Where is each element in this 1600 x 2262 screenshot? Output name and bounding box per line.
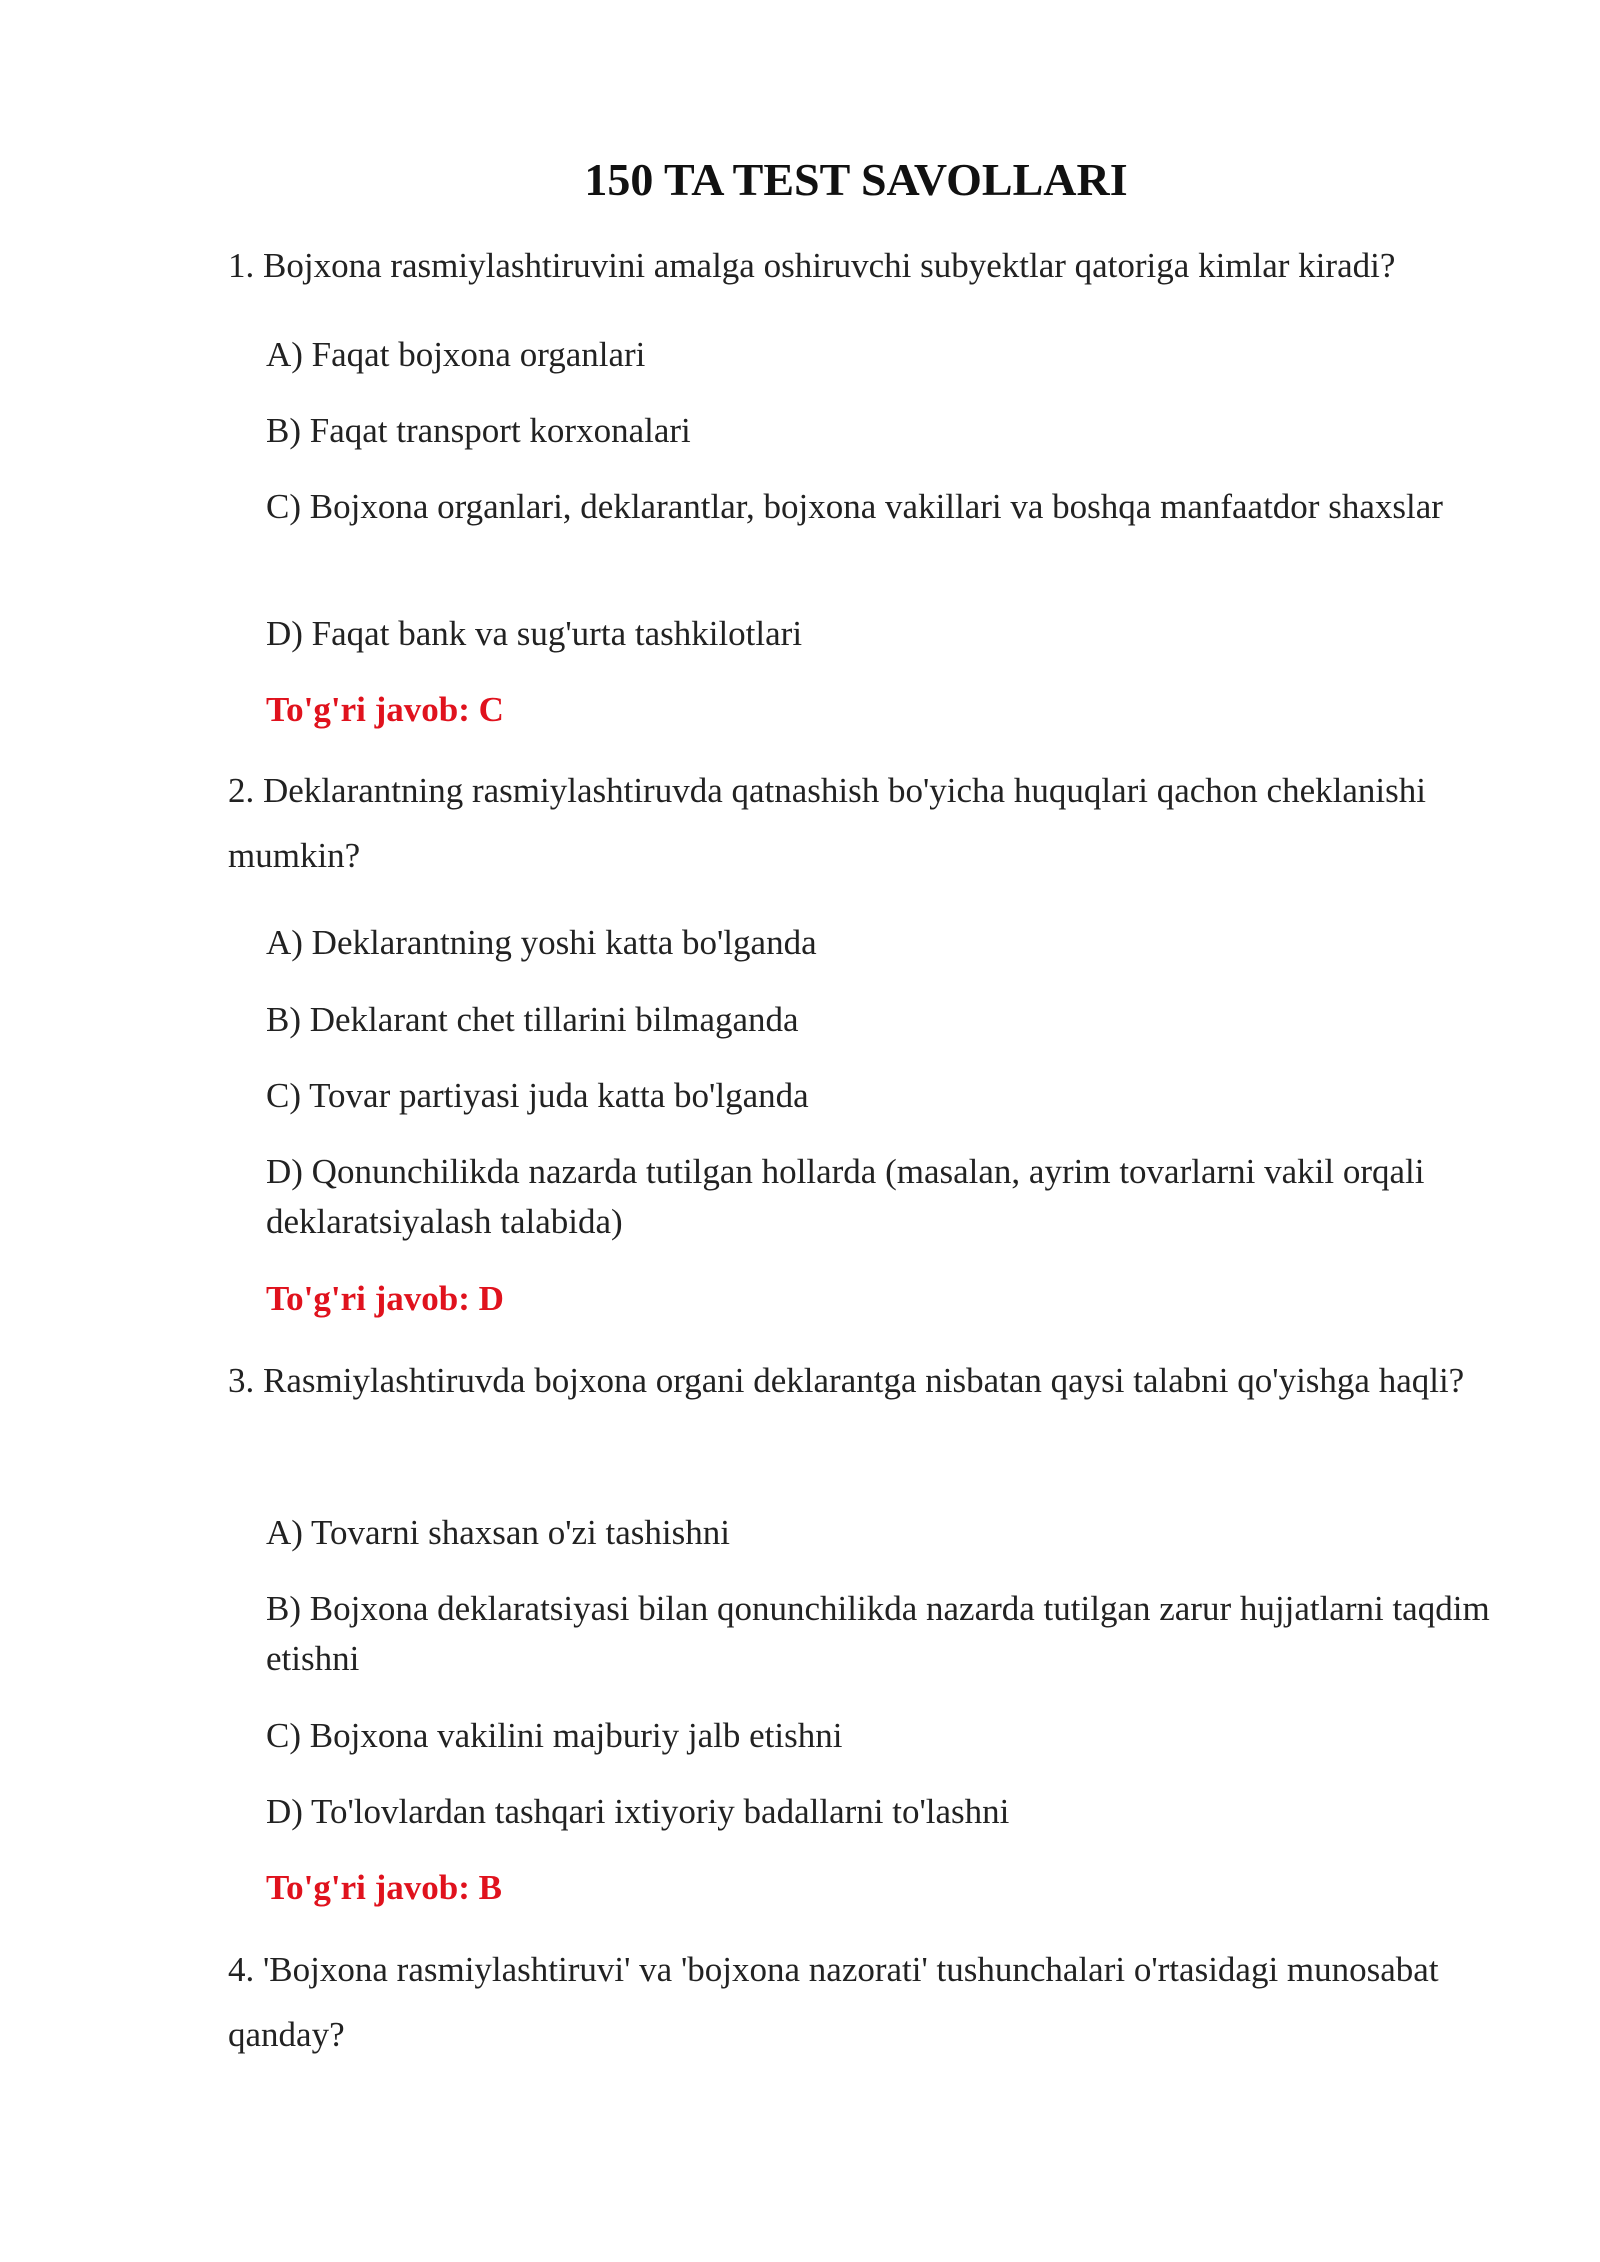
question-2-option-c: C) Tovar partiyasi juda katta bo'lganda [266,1076,809,1115]
question-2-option-a: A) Deklarantning yoshi katta bo'lganda [266,923,817,962]
question-3-text: 3. Rasmiylashtiruvda bojxona organi deklarantga nisbatan qaysi talabni qo'yishga haqli? [228,1361,1465,1400]
question-1-answer: To'g'ri javob: C [266,690,504,729]
question-4-text: 4. 'Bojxona rasmiylashtiruvi' va 'bojxona nazorati' tushunchalari o'rtasidagi munosabat qanday? [228,1950,1439,2054]
question-2-option-d: D) Qonunchilikda nazarda tutilgan hollarda (masalan, ayrim tovarlarni vakil orqali deklaratsiyalash talabida) [266,1152,1425,1241]
question-3-option-d: D) To'lovlardan tashqari ixtiyoriy badallarni to'lashni [266,1792,1010,1831]
question-3-option-c: C) Bojxona vakilini majburiy jalb etishni [266,1716,843,1755]
question-2-text: 2. Deklarantning rasmiylashtiruvda qatnashish bo'yicha huquqlari qachon cheklanishi mumkin? [228,771,1426,875]
page-title: 150 TA TEST SAVOLLARI [584,154,1128,205]
question-1-option-a: A) Faqat bojxona organlari [266,335,646,374]
question-3-answer: To'g'ri javob: B [266,1868,502,1907]
question-2-answer: To'g'ri javob: D [266,1279,504,1318]
question-3-option-b: B) Bojxona deklaratsiyasi bilan qonunchilikda nazarda tutilgan zarur hujjatlarni taqdim etishni [266,1589,1490,1678]
question-1-option-c: C) Bojxona organlari, deklarantlar, bojxona vakillari va boshqa manfaatdor shaxslar [266,487,1443,526]
question-2-option-b: B) Deklarant chet tillarini bilmaganda [266,1000,799,1039]
question-1-option-b: B) Faqat transport korxonalari [266,411,691,450]
question-3-option-a: A) Tovarni shaxsan o'zi tashishni [266,1513,730,1552]
question-1-option-d: D) Faqat bank va sug'urta tashkilotlari [266,614,803,653]
question-1-text: 1. Bojxona rasmiylashtiruvini amalga oshiruvchi subyektlar qatoriga kimlar kiradi? [228,246,1396,285]
